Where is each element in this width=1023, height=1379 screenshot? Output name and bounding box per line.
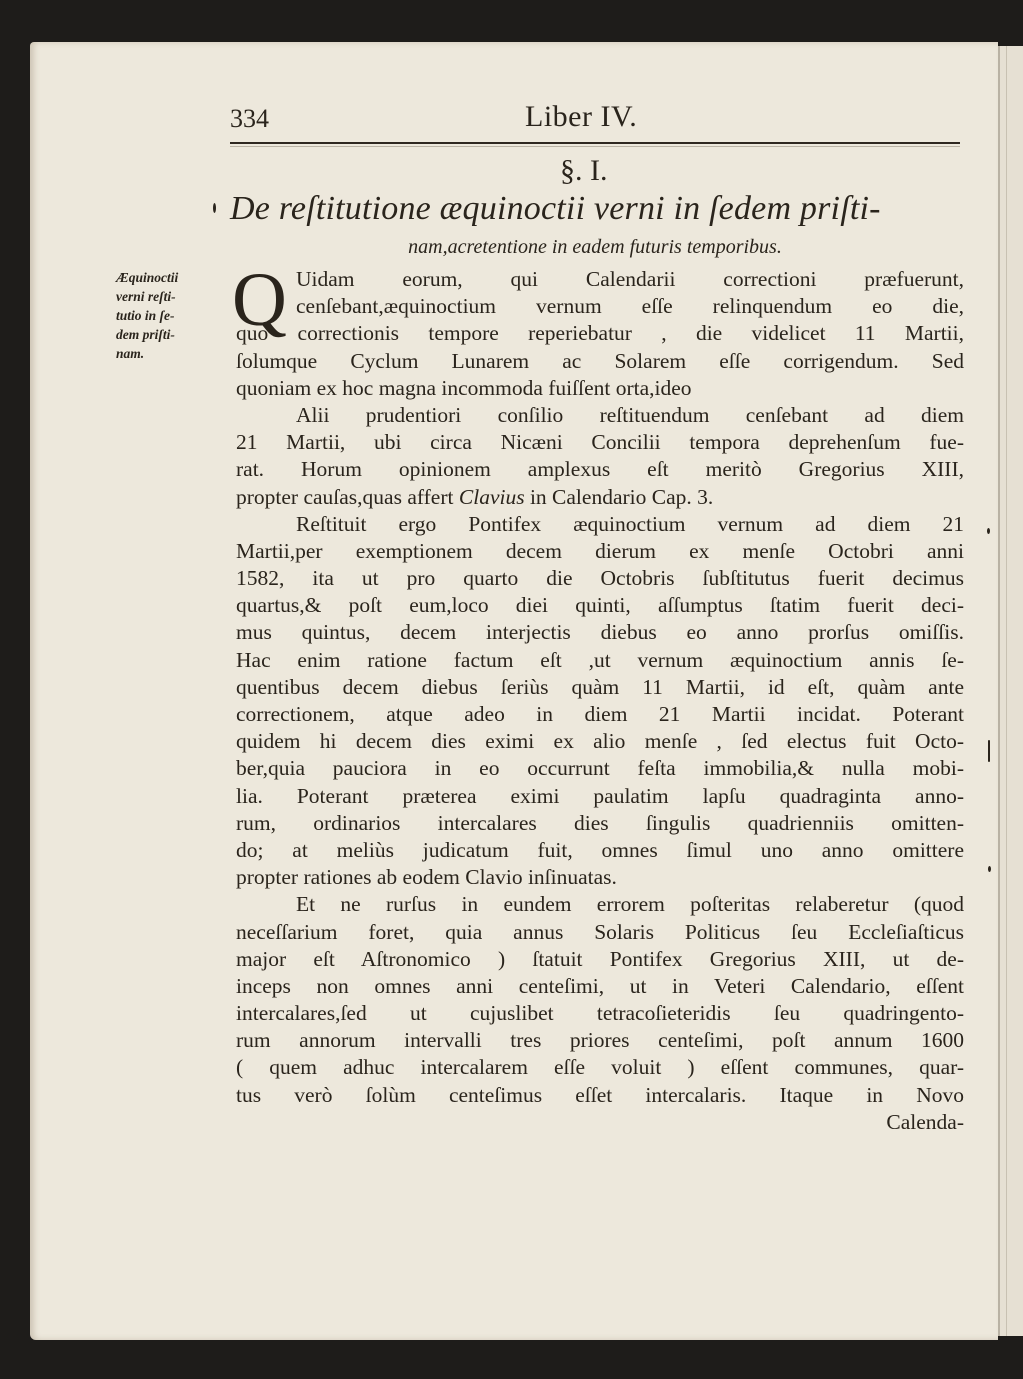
body-text — [236, 266, 964, 1136]
text-line: cenſebant,æquinoctium vernum eſſe relinquendum eo die, — [296, 294, 964, 319]
section-number: §. I. — [560, 154, 608, 187]
catchword: Calenda- — [886, 1109, 964, 1134]
text-line: ber,quia pauciora in eo occurrunt feſta immobilia,& nulla mobi- — [236, 756, 964, 781]
text-line: neceſſarium foret, quia annus Solaris Politicus ſeu Eccleſiaſticus — [236, 919, 964, 944]
ink-mark — [987, 528, 990, 534]
text-line: do; at meliùs judicatum fuit, omnes ſimul uno anno omittere — [236, 837, 964, 862]
text-line — [236, 484, 964, 511]
text-line: tus verò ſolùm centeſimus eſſet intercalaris. Itaque in Novo — [236, 1082, 964, 1107]
running-head: Liber IV. — [525, 100, 638, 133]
text-line: Hac enim ratione factum eſt ,ut vernum æquinoctium annis ſe- — [236, 647, 964, 672]
text-line: quoniam ex hoc magna incommoda fuiſſent orta,ideo — [236, 375, 692, 400]
margin-note-line: nam. — [116, 346, 145, 361]
text-line: ( quem adhuc intercalarem eſſe voluit ) eſſent communes, quar- — [236, 1055, 964, 1080]
text-line: propter rationes ab eodem Clavio inſinuatas. — [236, 865, 617, 890]
text-line: ſolumque Cyclum Lunarem ac Solarem eſſe corrigendum. Sed — [236, 348, 964, 373]
italic-author-name: Clavius — [458, 484, 525, 509]
ink-mark — [213, 203, 216, 213]
text-line: mus quintus, decem interjectis diebus eo anno prorſus omiſſis. — [236, 620, 964, 645]
header-rule — [230, 142, 960, 144]
margin-note-line: tutio in ſe- — [116, 308, 175, 323]
text-line: quartus,& poſt eum,loco diei quinti, aſſumptus ſtatim fuerit deci- — [236, 593, 964, 618]
text-line: rat. Horum opinionem amplexus eſt meritò Gregorius XIII, — [236, 457, 964, 482]
ink-mark — [988, 866, 991, 872]
text-segment: propter cauſas,quas affert — [236, 484, 459, 509]
text-line: Et ne rurſus in eundem errorem poſteritas relaberetur (quod — [296, 892, 964, 917]
text-line: Martii,per exemptionem decem dierum ex menſe Octobri anni — [236, 538, 964, 563]
text-line: Uidam eorum, qui Calendarii correctioni præfuerunt, — [296, 267, 964, 291]
text-line: major eſt Aſtronomico ) ſtatuit Pontifex Gregorius XIII, ut de- — [236, 946, 964, 971]
text-line: lia. Poterant præterea eximi paulatim lapſu quadraginta anno- — [236, 783, 964, 808]
text-line: inceps non omnes anni centeſimi, ut in Veteri Calendario, eſſent — [236, 973, 964, 998]
text-line: rum annorum intervalli tres priores centeſimi, poſt annum 1600 — [236, 1028, 964, 1053]
text-line: correctionem, atque adeo in diem 21 Martii incidat. Poterant — [236, 702, 964, 726]
section-title: De reſtitutione æquinoctii verni in ſedem priſti- — [230, 190, 881, 227]
margin-note — [116, 268, 226, 363]
text-line: intercalares,ſed ut cujuslibet tetracoſieteridis ſeu quadringento- — [236, 1001, 964, 1026]
text-segment: in Calendario Cap. 3. — [524, 484, 714, 509]
margin-note-line: dem priſti- — [116, 327, 175, 342]
margin-note-line: Æquinoctii — [116, 270, 179, 285]
header-rule-shadow — [230, 146, 960, 147]
drop-cap: Q — [232, 258, 287, 342]
margin-note-line: verni reſti- — [116, 289, 176, 304]
text-line: Reſtituit ergo Pontifex æquinoctium vernum ad diem 21 — [296, 511, 964, 536]
text-line: 21 Martii, ubi circa Nicæni Concilii tempora deprehenſum fue- — [236, 430, 964, 455]
text-line: quo correctionis tempore reperiebatur , die videlicet 11 Martii, — [236, 321, 964, 346]
text-line: Alii prudentiori conſilio reſtituendum cenſebant ad diem — [296, 402, 964, 427]
text-line: quidem hi decem dies eximi ex alio menſe , ſed electus fuit Octo- — [236, 729, 964, 754]
page-header — [230, 102, 960, 142]
page-number: 334 — [230, 104, 269, 133]
text-line: 1582, ita ut pro quarto die Octobris ſubſtitutus fuerit decimus — [236, 566, 964, 591]
section-subtitle: nam,acretentione in eadem futuris temporibus. — [408, 236, 782, 258]
facing-page-edge — [998, 46, 1023, 1336]
ink-mark — [988, 740, 990, 762]
text-line: rum, ordinarios intercalares dies ſingulis quadrienniis omitten- — [236, 810, 964, 835]
text-line: quentibus decem diebus ſeriùs quàm 11 Martii, id eſt, quàm ante — [236, 674, 964, 699]
